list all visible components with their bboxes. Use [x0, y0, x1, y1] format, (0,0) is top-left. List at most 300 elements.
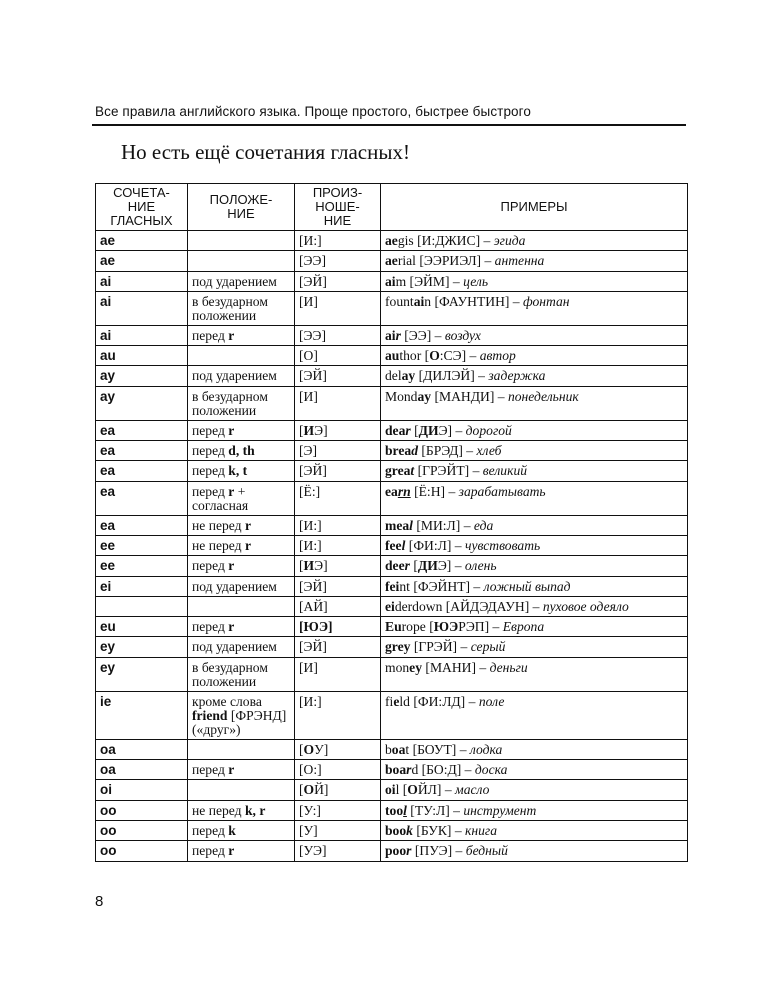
example-text: e: [393, 693, 400, 709]
example-text: ea: [385, 483, 398, 499]
example-text: эгида: [493, 233, 526, 248]
position-text: friend: [192, 707, 228, 723]
cell-combination: ea: [96, 461, 188, 481]
cell-combination: ai: [96, 291, 188, 325]
cell-pronunciation: [295, 325, 381, 345]
cell-position: [188, 691, 295, 739]
pronunciation-text: Й]: [314, 782, 329, 798]
pronunciation-text: [ЭЭ]: [299, 253, 327, 269]
cell-example: [381, 231, 688, 251]
example-text: poo: [385, 843, 407, 859]
cell-example: [381, 366, 688, 386]
example-text: oi: [385, 782, 396, 798]
example-text: r: [406, 843, 412, 859]
cell-example: [381, 251, 688, 271]
pronunciation-text: [И:]: [299, 537, 322, 553]
cell-position: [188, 739, 295, 759]
cell-position: [188, 386, 295, 420]
pronunciation-text: [И]: [299, 659, 318, 675]
cell-position: [188, 515, 295, 535]
pronunciation-text: [: [299, 782, 304, 798]
example-text: великий: [482, 463, 528, 479]
cell-example: [381, 325, 688, 345]
pronunciation-text: О: [303, 741, 315, 757]
cell-pronunciation: [295, 386, 381, 420]
position-text: под ударением: [192, 639, 277, 655]
table-row: [96, 386, 688, 420]
example-text: Э] –: [437, 558, 465, 574]
vowel-combinations-table: [95, 183, 688, 862]
cell-combination: ie: [96, 691, 188, 739]
example-text: fount: [385, 293, 414, 309]
header-divider: [92, 124, 686, 126]
cell-example: [381, 420, 688, 440]
cell-combination: oo: [96, 820, 188, 840]
table-row: [96, 535, 688, 555]
example-text: Э] –: [438, 422, 466, 438]
position-text: r: [228, 619, 235, 635]
position-text: под ударением: [192, 578, 277, 594]
example-text: Европа: [502, 619, 545, 635]
example-text: boo: [385, 822, 407, 838]
pronunciation-text: [У]: [299, 822, 318, 838]
position-text: перед: [192, 843, 229, 859]
position-text: не перед: [192, 517, 245, 533]
example-text: ay: [417, 388, 432, 404]
pronunciation-text: [УЭ]: [299, 843, 327, 859]
position-text: [ФРЭНД] («друг»): [192, 707, 287, 737]
cell-example: [381, 481, 688, 515]
cell-combination: ay: [96, 366, 188, 386]
cell-position: [188, 556, 295, 576]
position-text: r: [228, 422, 235, 438]
pronunciation-text: [Ё:]: [299, 483, 321, 499]
example-text: О: [407, 782, 418, 798]
example-text: фонтан: [523, 293, 570, 309]
example-text: бедный: [465, 843, 508, 859]
position-text: k, t: [228, 463, 248, 479]
pronunciation-text: [ЭЙ]: [299, 463, 327, 479]
cell-pronunciation: [295, 657, 381, 691]
cell-combination: ee: [96, 535, 188, 555]
table-row: [96, 231, 688, 251]
example-text: пуховое одеяло: [542, 598, 629, 614]
column-header-combination: СОЧЕТА- НИЕ ГЛАСНЫХ: [96, 184, 188, 231]
cell-combination: ey: [96, 657, 188, 691]
example-text: дорогой: [465, 422, 512, 438]
cell-position: [188, 271, 295, 291]
example-text: [БРЭД] –: [417, 443, 477, 459]
pronunciation-text: И: [303, 558, 315, 574]
position-text: перед: [192, 483, 229, 499]
cell-example: [381, 346, 688, 366]
position-text: перед: [192, 822, 229, 838]
position-text: в безударном положении: [192, 388, 268, 418]
pronunciation-text: [О]: [299, 348, 318, 364]
cell-position: [188, 657, 295, 691]
cell-combination: ea: [96, 515, 188, 535]
cell-position: [188, 346, 295, 366]
table-row: [96, 346, 688, 366]
cell-position: [188, 596, 295, 616]
column-header-position: ПОЛОЖЕ- НИЕ: [188, 184, 295, 231]
table-row: [96, 481, 688, 515]
cell-combination: [96, 596, 188, 616]
position-text: r: [228, 483, 235, 499]
table-body: [96, 231, 688, 862]
cell-position: [188, 420, 295, 440]
example-text: dea: [385, 422, 406, 438]
position-text: перед: [192, 327, 229, 343]
cell-combination: ey: [96, 637, 188, 657]
example-text: [ГРЭЙТ] –: [414, 463, 483, 479]
example-text: ay: [401, 368, 416, 384]
cell-combination: oo: [96, 841, 188, 861]
cell-combination: ay: [96, 386, 188, 420]
table-row: [96, 800, 688, 820]
cell-pronunciation: [295, 637, 381, 657]
example-text: книга: [465, 822, 498, 838]
pronunciation-text: [ЭЙ]: [299, 273, 327, 289]
example-text: ae: [385, 233, 398, 248]
cell-example: [381, 576, 688, 596]
pronunciation-text: [ЭЙ]: [299, 578, 327, 594]
page-number: 8: [95, 893, 104, 910]
example-text: dee: [385, 558, 405, 574]
example-text: d [БО:Д] –: [411, 762, 475, 778]
running-title: Все правила английского языка. Проще простого, быстрее быстрого: [95, 104, 532, 119]
example-text: boa: [385, 762, 407, 778]
cell-pronunciation: [295, 461, 381, 481]
cell-position: [188, 617, 295, 637]
example-text: [ФИ:Л] –: [405, 537, 465, 553]
example-text: ai: [385, 273, 396, 289]
cell-example: [381, 800, 688, 820]
cell-pronunciation: [295, 556, 381, 576]
example-text: l [: [395, 782, 408, 798]
position-text: не перед: [192, 537, 245, 553]
example-text: t: [410, 463, 415, 479]
example-text: [: [410, 422, 419, 438]
pronunciation-text: [: [299, 422, 304, 438]
example-text: [МАНДИ] –: [431, 388, 508, 404]
example-text: l: [403, 802, 407, 818]
example-text: Mond: [385, 388, 418, 404]
cell-combination: oo: [96, 800, 188, 820]
example-text: :СЭ] –: [439, 348, 480, 364]
example-text: еда: [473, 517, 494, 533]
cell-pronunciation: [295, 800, 381, 820]
cell-pronunciation: [295, 617, 381, 637]
position-text: r: [228, 762, 235, 778]
pronunciation-text: [ЮЭ]: [299, 619, 333, 635]
pronunciation-text: [ЭЙ]: [299, 639, 327, 655]
cell-pronunciation: [295, 366, 381, 386]
pronunciation-text: [И]: [299, 388, 318, 404]
cell-combination: ai: [96, 271, 188, 291]
cell-position: [188, 576, 295, 596]
table-row: [96, 657, 688, 691]
pronunciation-text: Э]: [314, 422, 328, 438]
cell-example: [381, 657, 688, 691]
position-text: кроме слова: [192, 693, 262, 709]
example-text: ey: [409, 659, 423, 675]
cell-combination: ai: [96, 325, 188, 345]
cell-example: [381, 386, 688, 420]
table-row: [96, 325, 688, 345]
cell-example: [381, 780, 688, 800]
position-text: r: [228, 558, 235, 574]
pronunciation-text: [И:]: [299, 693, 322, 709]
position-text: k: [228, 822, 236, 838]
example-text: лодка: [469, 741, 503, 757]
pronunciation-text: И: [303, 422, 315, 438]
cell-pronunciation: [295, 291, 381, 325]
cell-pronunciation: [295, 820, 381, 840]
example-text: деньги: [489, 659, 528, 675]
table-header-row: [96, 184, 688, 231]
example-text: [БУК] –: [412, 822, 466, 838]
example-text: ДИ: [418, 422, 439, 438]
cell-pronunciation: [295, 481, 381, 515]
example-text: mon: [385, 659, 410, 675]
pronunciation-text: [О:]: [299, 762, 322, 778]
cell-example: [381, 841, 688, 861]
example-text: масло: [455, 782, 490, 798]
cell-combination: ae: [96, 231, 188, 251]
cell-pronunciation: [295, 535, 381, 555]
position-text: перед: [192, 762, 229, 778]
position-text: перед: [192, 422, 229, 438]
cell-pronunciation: [295, 251, 381, 271]
example-text: [ДИЛЭЙ] –: [415, 368, 489, 384]
pronunciation-text: О: [303, 782, 315, 798]
example-text: derdown [АЙДЭДАУН] –: [394, 598, 543, 614]
table-row: [96, 461, 688, 481]
cell-example: [381, 691, 688, 739]
cell-pronunciation: [295, 231, 381, 251]
column-header-pronunciation: ПРОИЗ- НОШЕ- НИЕ: [295, 184, 381, 231]
cell-position: [188, 291, 295, 325]
example-text: [ПУЭ] –: [411, 843, 466, 859]
example-text: инструмент: [463, 802, 537, 818]
example-text: ЮЭ: [433, 619, 459, 635]
position-text: + согласная: [192, 483, 249, 513]
table-row: [96, 820, 688, 840]
position-text: не перед: [192, 802, 245, 818]
example-text: хлеб: [476, 443, 502, 459]
example-text: del: [385, 368, 402, 384]
cell-position: [188, 800, 295, 820]
cell-example: [381, 461, 688, 481]
table-row: [96, 637, 688, 657]
example-text: РЭП] –: [458, 619, 503, 635]
example-text: ДИ: [417, 558, 438, 574]
example-text: m [ЭЙМ] –: [395, 273, 464, 289]
position-text: перед: [192, 443, 229, 459]
table-row: [96, 841, 688, 861]
cell-combination: ae: [96, 251, 188, 271]
cell-position: [188, 325, 295, 345]
table-row: [96, 291, 688, 325]
example-text: b: [385, 741, 392, 757]
example-text: цель: [463, 273, 489, 289]
cell-example: [381, 535, 688, 555]
example-text: доска: [474, 762, 508, 778]
example-text: nt [ФЭЙНТ] –: [399, 578, 484, 594]
cell-combination: oa: [96, 760, 188, 780]
cell-combination: eu: [96, 617, 188, 637]
pronunciation-text: [Э]: [299, 443, 318, 459]
cell-position: [188, 637, 295, 657]
table-row: [96, 576, 688, 596]
cell-example: [381, 617, 688, 637]
pronunciation-text: [ЭЭ]: [299, 327, 327, 343]
table-row: [96, 617, 688, 637]
example-text: [МАНИ] –: [422, 659, 490, 675]
cell-combination: ei: [96, 576, 188, 596]
position-text: k, r: [244, 802, 266, 818]
example-text: thor [: [399, 348, 430, 364]
cell-position: [188, 535, 295, 555]
position-text: r: [228, 327, 235, 343]
example-text: ai: [413, 293, 425, 309]
cell-pronunciation: [295, 441, 381, 461]
section-title: Но есть ещё сочетания гласных!: [121, 140, 410, 164]
cell-pronunciation: [295, 841, 381, 861]
cell-pronunciation: [295, 596, 381, 616]
cell-pronunciation: [295, 271, 381, 291]
example-text: r: [405, 422, 411, 438]
cell-position: [188, 820, 295, 840]
pronunciation-text: Э]: [314, 558, 328, 574]
cell-position: [188, 231, 295, 251]
position-text: в безударном положении: [192, 293, 268, 323]
table-row: [96, 760, 688, 780]
cell-pronunciation: [295, 420, 381, 440]
example-text: ei: [385, 598, 395, 614]
example-text: au: [385, 348, 400, 364]
example-text: oa: [391, 741, 406, 757]
cell-combination: ea: [96, 441, 188, 461]
example-text: ai: [385, 327, 396, 343]
example-text: n [ФАУНТИН] –: [424, 293, 524, 309]
example-text: fei: [385, 578, 400, 594]
table-row: [96, 441, 688, 461]
cell-position: [188, 841, 295, 861]
example-text: поле: [478, 693, 505, 709]
cell-position: [188, 441, 295, 461]
position-text: под ударением: [192, 368, 277, 384]
example-text: ложный выпад: [483, 578, 571, 594]
cell-position: [188, 760, 295, 780]
cell-position: [188, 481, 295, 515]
pronunciation-text: [И:]: [299, 233, 322, 248]
example-text: зарабатывать: [458, 483, 546, 499]
example-text: l: [401, 537, 406, 553]
cell-position: [188, 366, 295, 386]
example-text: k: [406, 822, 413, 838]
position-text: под ударением: [192, 273, 277, 289]
example-text: [МИ:Л] –: [412, 517, 474, 533]
pronunciation-text: [И:]: [299, 517, 322, 533]
position-text: r: [228, 843, 235, 859]
example-text: grea: [385, 463, 411, 479]
example-text: [ЭЭ] –: [400, 327, 445, 343]
cell-example: [381, 820, 688, 840]
cell-example: [381, 291, 688, 325]
cell-combination: oa: [96, 739, 188, 759]
cell-example: [381, 637, 688, 657]
cell-combination: ee: [96, 556, 188, 576]
cell-position: [188, 780, 295, 800]
cell-pronunciation: [295, 515, 381, 535]
cell-example: [381, 556, 688, 576]
pronunciation-text: [И]: [299, 293, 318, 309]
cell-pronunciation: [295, 691, 381, 739]
position-text: перед: [192, 558, 229, 574]
example-text: ae: [385, 253, 398, 269]
table-row: [96, 596, 688, 616]
cell-example: [381, 596, 688, 616]
cell-position: [188, 461, 295, 481]
table-row: [96, 366, 688, 386]
table-row: [96, 251, 688, 271]
example-text: r: [395, 327, 401, 343]
example-text: ld [ФИ:ЛД] –: [399, 693, 479, 709]
example-text: серый: [470, 639, 506, 655]
table-row: [96, 271, 688, 291]
position-text: в безударном положении: [192, 659, 268, 689]
example-text: задержка: [488, 368, 546, 384]
cell-pronunciation: [295, 780, 381, 800]
cell-pronunciation: [295, 739, 381, 759]
cell-example: [381, 760, 688, 780]
position-text: перед: [192, 463, 229, 479]
cell-combination: ea: [96, 481, 188, 515]
example-text: rial [ЭЭРИЭЛ] –: [397, 253, 495, 269]
position-text: d, th: [228, 443, 255, 459]
column-header-examples: ПРИМЕРЫ: [381, 184, 688, 231]
example-text: fee: [385, 537, 402, 553]
position-text: r: [244, 517, 252, 533]
example-text: l: [409, 517, 413, 533]
cell-example: [381, 271, 688, 291]
cell-combination: oi: [96, 780, 188, 800]
example-text: О: [429, 348, 440, 364]
cell-example: [381, 441, 688, 461]
example-text: понедельник: [507, 388, 579, 404]
cell-combination: ea: [96, 420, 188, 440]
pronunciation-text: У]: [314, 741, 329, 757]
table-row: [96, 780, 688, 800]
example-text: чувствовать: [465, 537, 541, 553]
table-row: [96, 420, 688, 440]
pronunciation-text: [: [299, 558, 304, 574]
cell-combination: au: [96, 346, 188, 366]
example-text: brea: [385, 443, 412, 459]
example-text: ЙЛ] –: [417, 782, 456, 798]
example-text: [ГРЭЙ] –: [410, 639, 471, 655]
example-text: rn: [397, 483, 411, 499]
example-text: [: [409, 558, 418, 574]
position-text: перед: [192, 619, 229, 635]
cell-example: [381, 515, 688, 535]
pronunciation-text: [У:]: [299, 802, 321, 818]
cell-pronunciation: [295, 760, 381, 780]
cell-position: [188, 251, 295, 271]
table-row: [96, 515, 688, 535]
